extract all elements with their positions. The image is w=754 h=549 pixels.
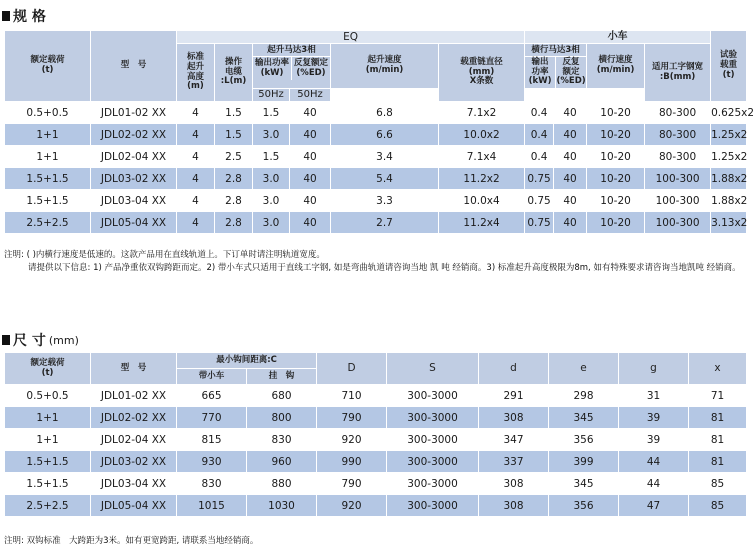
table-row — [5, 190, 747, 212]
table-cell: 300-3000 — [387, 451, 479, 473]
table-cell: 1.5+1.5 — [5, 190, 91, 212]
section-marker-icon — [2, 335, 10, 345]
table-cell: 790 — [317, 473, 387, 495]
table-cell: 300-3000 — [387, 407, 479, 429]
dims-header-model: 型 号 — [91, 353, 177, 385]
table-cell: 830 — [177, 473, 247, 495]
table-cell: 300-3000 — [387, 429, 479, 451]
header-lift-hz: 50Hz — [253, 89, 290, 102]
table-cell: 80-300 — [645, 146, 711, 168]
dims-header-load: 额定载荷 (t) — [5, 353, 91, 385]
table-cell: 308 — [479, 495, 549, 517]
table-cell: 347 — [479, 429, 549, 451]
table-cell: 930 — [177, 451, 247, 473]
header-travel-speed: 横行速度 (m/min) — [587, 44, 645, 89]
table-cell: 10.0x4 — [439, 190, 525, 212]
header-trolley: 小车 — [525, 31, 711, 44]
table-cell: 0.4 — [525, 146, 554, 168]
table-cell: 80-300 — [645, 102, 711, 124]
table-cell: 920 — [317, 429, 387, 451]
table-cell: 356 — [549, 429, 619, 451]
table-cell: JDL02-04 XX — [91, 429, 177, 451]
table-cell: 680 — [247, 385, 317, 407]
table-cell: 2.8 — [215, 212, 253, 234]
table-cell: 345 — [549, 473, 619, 495]
table-cell: 0.75 — [525, 168, 554, 190]
dims-header-e: e — [549, 353, 619, 385]
table-row — [5, 168, 747, 190]
dims-header-hook: 挂 钩 — [247, 369, 317, 385]
table-cell: JDL01-02 XX — [91, 385, 177, 407]
table-cell: 100-300 — [645, 168, 711, 190]
table-cell: 10-20 — [587, 146, 645, 168]
table-cell: 1.88x2 — [711, 190, 747, 212]
table-cell: 710 — [317, 385, 387, 407]
table-cell: 1+1 — [5, 407, 91, 429]
header-travel-output: 输出 功率 (kW) — [525, 57, 556, 88]
table-cell: 44 — [619, 473, 689, 495]
table-cell: 1.25x2 — [711, 124, 747, 146]
table-cell: 1.5 — [215, 102, 253, 124]
header-eq: EQ — [177, 31, 525, 44]
table-cell: 0.5+0.5 — [5, 385, 91, 407]
table-cell: JDL02-04 XX — [91, 146, 177, 168]
header-travel-duty: 反复 额定 (%ED) — [556, 56, 586, 87]
table-cell: 7.1x4 — [439, 146, 525, 168]
table-cell: 2.8 — [215, 168, 253, 190]
header-lift-motor — [253, 44, 331, 89]
table-cell: 300-3000 — [387, 473, 479, 495]
table-cell: 1.88x2 — [711, 168, 747, 190]
table-cell: 337 — [479, 451, 549, 473]
header-cable: 操作 电缆 :L(m) — [215, 44, 253, 102]
table-cell: 3.13x2 — [711, 212, 747, 234]
table-row — [5, 102, 747, 124]
table-cell: 40 — [290, 124, 331, 146]
table-cell: 40 — [554, 212, 587, 234]
table-cell: 4 — [177, 102, 215, 124]
table-cell: 1030 — [247, 495, 317, 517]
table-cell: 40 — [554, 102, 587, 124]
dims-table — [4, 352, 747, 517]
dims-note: 注明: 双钩标准 大跨距为3米。如有更宽跨距, 请联系当地经销商。 — [4, 536, 259, 546]
table-cell: JDL03-02 XX — [91, 168, 177, 190]
table-cell: 880 — [247, 473, 317, 495]
table-cell: JDL03-04 XX — [91, 190, 177, 212]
table-row — [5, 124, 747, 146]
table-cell: 308 — [479, 473, 549, 495]
spec-note-1: 注明: ( )内横行速度是低速的。这款产品用在直线轨道上。下订单时请注明轨道宽度。 — [4, 250, 325, 260]
table-cell: 80-300 — [645, 124, 711, 146]
table-cell: 81 — [689, 429, 747, 451]
table-cell: 3.0 — [253, 190, 290, 212]
table-cell: 6.6 — [331, 124, 439, 146]
header-lift-height: 标准 起升 高度 (m) — [177, 44, 215, 102]
table-cell: 3.4 — [331, 146, 439, 168]
table-cell: 3.0 — [253, 168, 290, 190]
table-cell: 40 — [554, 168, 587, 190]
table-cell: 3.0 — [253, 212, 290, 234]
dims-unit: (mm) — [48, 333, 79, 347]
table-cell: 0.75 — [525, 190, 554, 212]
table-cell: 4 — [177, 190, 215, 212]
table-cell: 81 — [689, 451, 747, 473]
table-cell: 31 — [619, 385, 689, 407]
table-cell: 1.5+1.5 — [5, 473, 91, 495]
table-cell: 665 — [177, 385, 247, 407]
table-cell: 0.625x2 — [711, 102, 747, 124]
dims-header-S: S — [387, 353, 479, 385]
table-cell: 990 — [317, 451, 387, 473]
table-cell: 3.3 — [331, 190, 439, 212]
table-cell: 790 — [317, 407, 387, 429]
table-row — [5, 495, 747, 517]
header-chain: 载重链直径 (mm) X条数 — [439, 44, 525, 102]
lift-motor-label: 起升马达3相 — [253, 44, 330, 57]
table-cell: 85 — [689, 495, 747, 517]
table-cell: 308 — [479, 407, 549, 429]
table-cell: 0.5+0.5 — [5, 102, 91, 124]
table-cell: 6.8 — [331, 102, 439, 124]
header-duty: 反复额定 (%ED) — [293, 57, 328, 78]
table-cell: 39 — [619, 429, 689, 451]
table-cell: 356 — [549, 495, 619, 517]
header-load: 额定载荷 (t) — [5, 31, 91, 102]
table-cell: 1.25x2 — [711, 146, 747, 168]
table-cell: 81 — [689, 407, 747, 429]
table-cell: 0.4 — [525, 124, 554, 146]
dims-header-g: g — [619, 353, 689, 385]
spec-note-2: 请提供以下信息: 1) 产品净重依双钩跨距而定。2) 带小车式只适用于直线工字钢, 如是弯曲轨道请咨询当地 凯 吨 经销商。3) 标准起升高度极限为8m, 如有特殊要求请咨询当地凯吨 经销商。 — [28, 263, 741, 273]
table-cell: 298 — [549, 385, 619, 407]
table-cell: 4 — [177, 146, 215, 168]
table-cell: 100-300 — [645, 190, 711, 212]
table-cell: 0.4 — [525, 102, 554, 124]
table-cell: JDL02-02 XX — [91, 124, 177, 146]
table-cell: 10-20 — [587, 102, 645, 124]
table-cell: JDL03-04 XX — [91, 473, 177, 495]
table-cell: 399 — [549, 451, 619, 473]
table-row — [5, 212, 747, 234]
table-cell: 2.5 — [215, 146, 253, 168]
table-cell: 44 — [619, 451, 689, 473]
table-row — [5, 407, 747, 429]
table-cell: 2.7 — [331, 212, 439, 234]
spec-section-title — [2, 6, 46, 26]
table-cell: 10-20 — [587, 190, 645, 212]
spec-table — [4, 30, 754, 234]
dims-header-D: D — [317, 353, 387, 385]
table-cell: 5.4 — [331, 168, 439, 190]
table-cell: 40 — [290, 168, 331, 190]
header-test-load: 试验 载重 (t) — [711, 31, 747, 102]
table-row — [5, 385, 747, 407]
table-cell: 4 — [177, 212, 215, 234]
table-cell: 815 — [177, 429, 247, 451]
spec-title: 规 格 — [13, 9, 46, 25]
header-lift-speed: 起升速度 (m/min) — [331, 44, 439, 89]
table-cell: 345 — [549, 407, 619, 429]
section-marker-icon — [2, 11, 10, 21]
table-cell: 10-20 — [587, 124, 645, 146]
dims-header-min-hook: 最小钩间距离:C — [177, 353, 317, 369]
header-travel-hz: 50Hz — [290, 89, 331, 102]
dims-header-x: x — [689, 353, 747, 385]
table-cell: 4 — [177, 124, 215, 146]
table-cell: 39 — [619, 407, 689, 429]
table-cell: 1+1 — [5, 146, 91, 168]
table-row — [5, 451, 747, 473]
table-cell: 40 — [554, 146, 587, 168]
header-travel-motor — [525, 44, 587, 89]
table-cell: 100-300 — [645, 212, 711, 234]
table-cell: 40 — [290, 190, 331, 212]
table-cell: 10.0x2 — [439, 124, 525, 146]
table-cell: 920 — [317, 495, 387, 517]
table-cell: 960 — [247, 451, 317, 473]
table-cell: 291 — [479, 385, 549, 407]
dims-section-title — [2, 330, 79, 350]
travel-motor-label: 横行马达3相 — [525, 44, 586, 57]
table-cell: 40 — [554, 124, 587, 146]
dims-header-d: d — [479, 353, 549, 385]
table-cell: 1.5+1.5 — [5, 168, 91, 190]
table-cell: 2.5+2.5 — [5, 495, 91, 517]
table-cell: 1+1 — [5, 124, 91, 146]
table-cell: 0.75 — [525, 212, 554, 234]
table-cell: 85 — [689, 473, 747, 495]
table-row — [5, 473, 747, 495]
dims-header-with-trolley: 带小车 — [177, 369, 247, 385]
table-cell: 11.2x4 — [439, 212, 525, 234]
table-cell: 4 — [177, 168, 215, 190]
header-model: 型 号 — [91, 31, 177, 102]
table-cell: 2.8 — [215, 190, 253, 212]
table-row — [5, 429, 747, 451]
table-cell: 1015 — [177, 495, 247, 517]
table-cell: 71 — [689, 385, 747, 407]
table-cell: 800 — [247, 407, 317, 429]
table-cell: JDL05-04 XX — [91, 495, 177, 517]
table-cell: 300-3000 — [387, 385, 479, 407]
header-output: 输出功率 (kW) — [253, 57, 292, 81]
table-cell: 770 — [177, 407, 247, 429]
table-cell: 3.0 — [253, 124, 290, 146]
table-cell: JDL03-02 XX — [91, 451, 177, 473]
table-cell: 1.5+1.5 — [5, 451, 91, 473]
table-cell: JDL02-02 XX — [91, 407, 177, 429]
header-beam-width: 适用工字钢宽 :B(mm) — [645, 44, 711, 102]
table-cell: JDL05-04 XX — [91, 212, 177, 234]
table-cell: 1+1 — [5, 429, 91, 451]
table-cell: 40 — [290, 212, 331, 234]
table-cell: 47 — [619, 495, 689, 517]
table-cell: 10-20 — [587, 212, 645, 234]
dims-title: 尺 寸 — [13, 333, 46, 349]
table-cell: 2.5+2.5 — [5, 212, 91, 234]
table-cell: 7.1x2 — [439, 102, 525, 124]
table-cell: 40 — [290, 146, 331, 168]
table-cell: JDL01-02 XX — [91, 102, 177, 124]
table-cell: 1.5 — [253, 102, 290, 124]
table-cell: 10-20 — [587, 168, 645, 190]
table-cell: 40 — [290, 102, 331, 124]
table-cell: 1.5 — [215, 124, 253, 146]
table-cell: 40 — [554, 190, 587, 212]
table-cell: 830 — [247, 429, 317, 451]
table-cell: 1.5 — [253, 146, 290, 168]
table-cell: 11.2x2 — [439, 168, 525, 190]
table-cell: 300-3000 — [387, 495, 479, 517]
table-row — [5, 146, 747, 168]
